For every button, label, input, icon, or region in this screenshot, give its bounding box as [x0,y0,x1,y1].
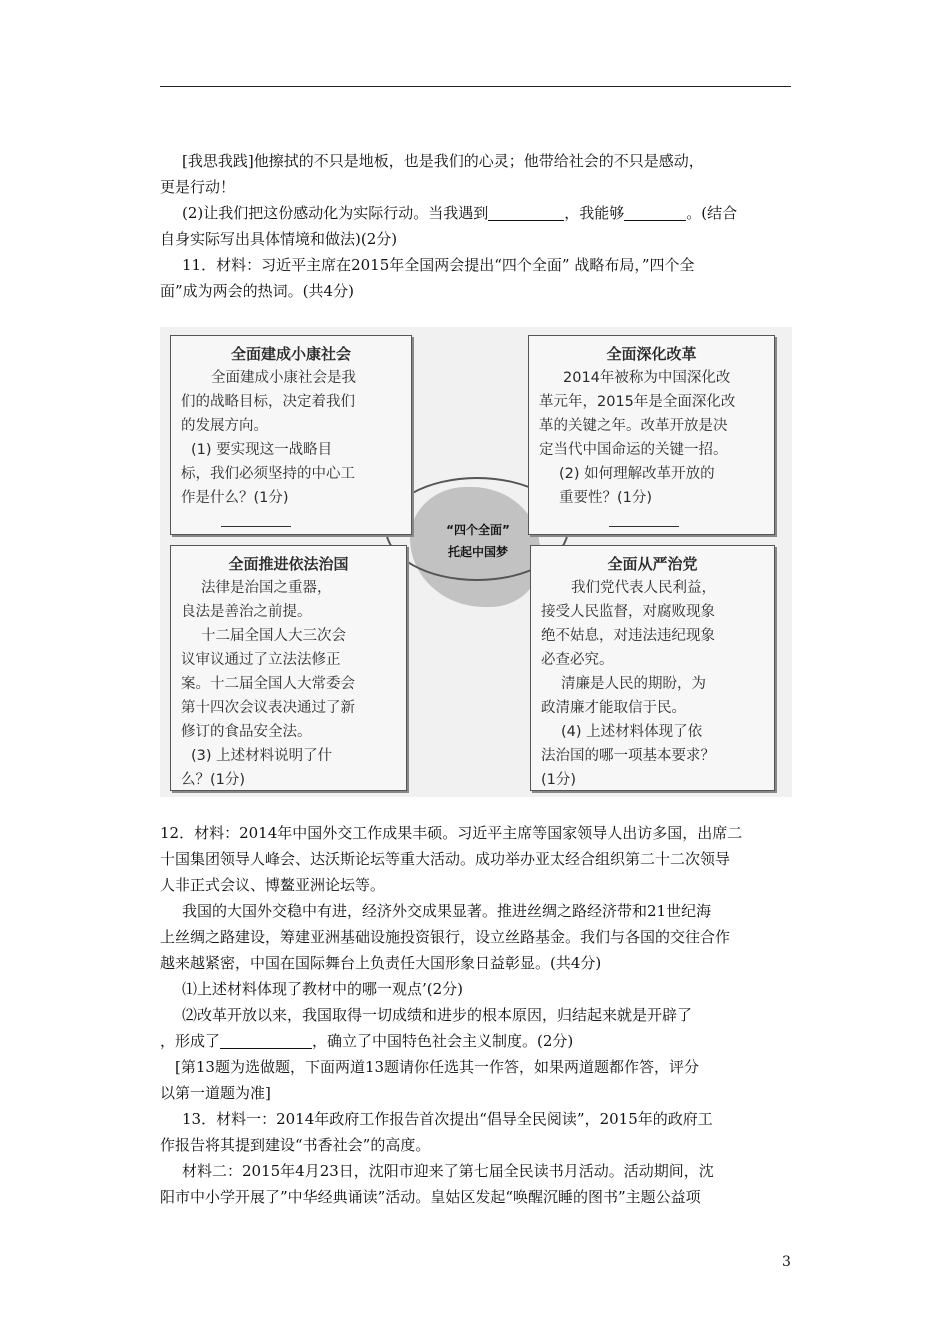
box-line: 革元年，2015年是全面深化改 [539,394,736,410]
text-fragment: ，形成了 [160,1032,221,1050]
answer-line[interactable] [591,792,661,797]
text-line: 上丝绸之路建设，筹建亚洲基础设施投资银行，设立丝路基金。我们与各国的交往合作 [160,928,731,946]
box-line: 我们党代表人民利益， [571,580,716,596]
text-line: 我国的大国外交稳中有进，经济外交成果显著。推进丝绸之路经济带和21世纪海 [182,902,712,920]
box-line: 第十四次会议表决通过了新 [181,700,355,716]
box-line: (2) 如何理解改革开放的 [559,466,715,482]
box-line: 2014年被称为中国深化改 [563,370,731,386]
answer-blank[interactable] [624,204,686,221]
text-line [182,202,737,224]
box-line: 定当代中国命运的关键一招。 [539,442,728,458]
box-line: 们的战略目标，决定着我们 [181,394,355,410]
box-line: 么？(1分) [181,772,246,788]
answer-line[interactable] [221,792,291,797]
center-line: “四个全面” [446,523,510,537]
box-line: 法治国的哪一项基本要求？ [541,748,715,764]
box-line: 十二届全国人大三次会 [201,628,346,644]
box-line: 革的关键之年。改革开放是决 [539,418,728,434]
box-rule-of-law [170,545,407,791]
map-center-label [428,519,528,563]
page-number: 3 [782,1254,791,1270]
box-line: 案。十二届全国人大常委会 [181,676,355,692]
box-title: 全面深化改革 [606,345,697,363]
box-title: 全面从严治党 [607,555,698,573]
box-line: (1) 要实现这一战略目 [191,442,333,458]
text-line: 自身实际写出具体情境和做法)(2分) [160,230,398,248]
text-line: 越来越紧密，中国在国际舞台上负责任大国形象日益彰显。(共4分) [160,954,602,972]
box-line: 重要性？(1分) [559,490,653,506]
box-line: 良法是善治之前提。 [181,604,312,620]
answer-blank[interactable] [488,204,564,221]
box-line: 作是什么？(1分) [181,490,289,506]
text-line: 12．材料：2014年中国外交工作成果丰硕。习近平主席等国家领导人出访多国，出席二 [160,824,743,842]
center-line: 托起中国梦 [447,545,508,559]
box-line: 清廉是人民的期盼，为 [561,676,706,692]
answer-line[interactable] [221,516,291,527]
text-line: 以第一道题为准] [160,1084,271,1102]
box-party-discipline [530,545,775,791]
answer-line[interactable] [609,516,679,527]
box-xiaokang [170,335,412,535]
text-line: 材料二：2015年4月23日，沈阳市迎来了第七届全民读书月活动。活动期间，沈 [182,1162,714,1180]
text-line [160,1030,573,1052]
text-line: ⑵改革开放以来，我国取得一切成绩和进步的根本原因，归结起来就是开辟了 [182,1006,693,1024]
box-line: 的发展方向。 [181,418,268,434]
box-line: 接受人民监督，对腐败现象 [541,604,715,620]
box-line: 绝不姑息，对违法违纪现象 [541,628,715,644]
text-fragment: ，我能够 [564,204,625,222]
box-title: 全面建成小康社会 [230,345,351,363]
box-line: 政清廉才能取信于民。 [541,700,686,716]
box-line: 议审议通过了立法法修正 [181,652,341,668]
box-line: (4) 上述材料体现了依 [561,724,703,740]
text-line: 十国集团领导人峰会、达沃斯论坛等重大活动。成功举办亚太经合组织第二十二次领导 [160,850,731,868]
text-line: ⑴上述材料体现了教材中的哪一观点’(2分) [182,980,464,998]
text-line: 作报告将其提到建设“书香社会”的高度。 [160,1136,431,1154]
box-line: 修订的食品安全法。 [181,724,312,740]
text-line: 面”成为两会的热词。(共4分) [160,282,354,300]
text-line: 11．材料：习近平主席在2015年全国两会提出“四个全面” 战略布局，”四个全 [182,256,695,274]
box-line: 标，我们必须坚持的中心工 [181,466,355,482]
box-line: 全面建成小康社会是我 [211,370,356,386]
box-line: (3) 上述材料说明了什 [191,748,333,764]
text-fragment: (2)让我们把这份感动化为实际行动。当我遇到 [182,204,489,222]
text-line: [第13题为选做题，下面两道13题请你任选其一作答，如果两道题都作答，评分 [175,1058,700,1076]
text-line: 13．材料一：2014年政府工作报告首次提出“倡导全民阅读”，2015年的政府工 [182,1110,713,1128]
box-line: 必查必究。 [541,652,614,668]
box-title: 全面推进依法治国 [228,555,349,573]
header-rule [160,86,791,87]
text-fragment: 。(结合 [686,204,738,222]
text-fragment: ，确立了中国特色社会主义制度。(2分) [312,1032,574,1050]
answer-blank[interactable] [220,1032,312,1049]
text-line: 阳市中小学开展了”中华经典诵读”活动。皇姑区发起“唤醒沉睡的图书”主题公益项 [160,1188,701,1206]
box-reform [528,335,775,535]
text-line: 更是行动！ [160,178,236,196]
four-comprehensives-figure [160,327,792,797]
text-line: [我思我践]他擦拭的不只是地板，也是我们的心灵；他带给社会的不只是感动， [182,152,704,170]
box-line: 法律是治国之重器， [201,580,332,596]
box-line: (1分) [541,772,577,788]
text-line: 人非正式会议、博鳌亚洲论坛等。 [160,876,386,894]
